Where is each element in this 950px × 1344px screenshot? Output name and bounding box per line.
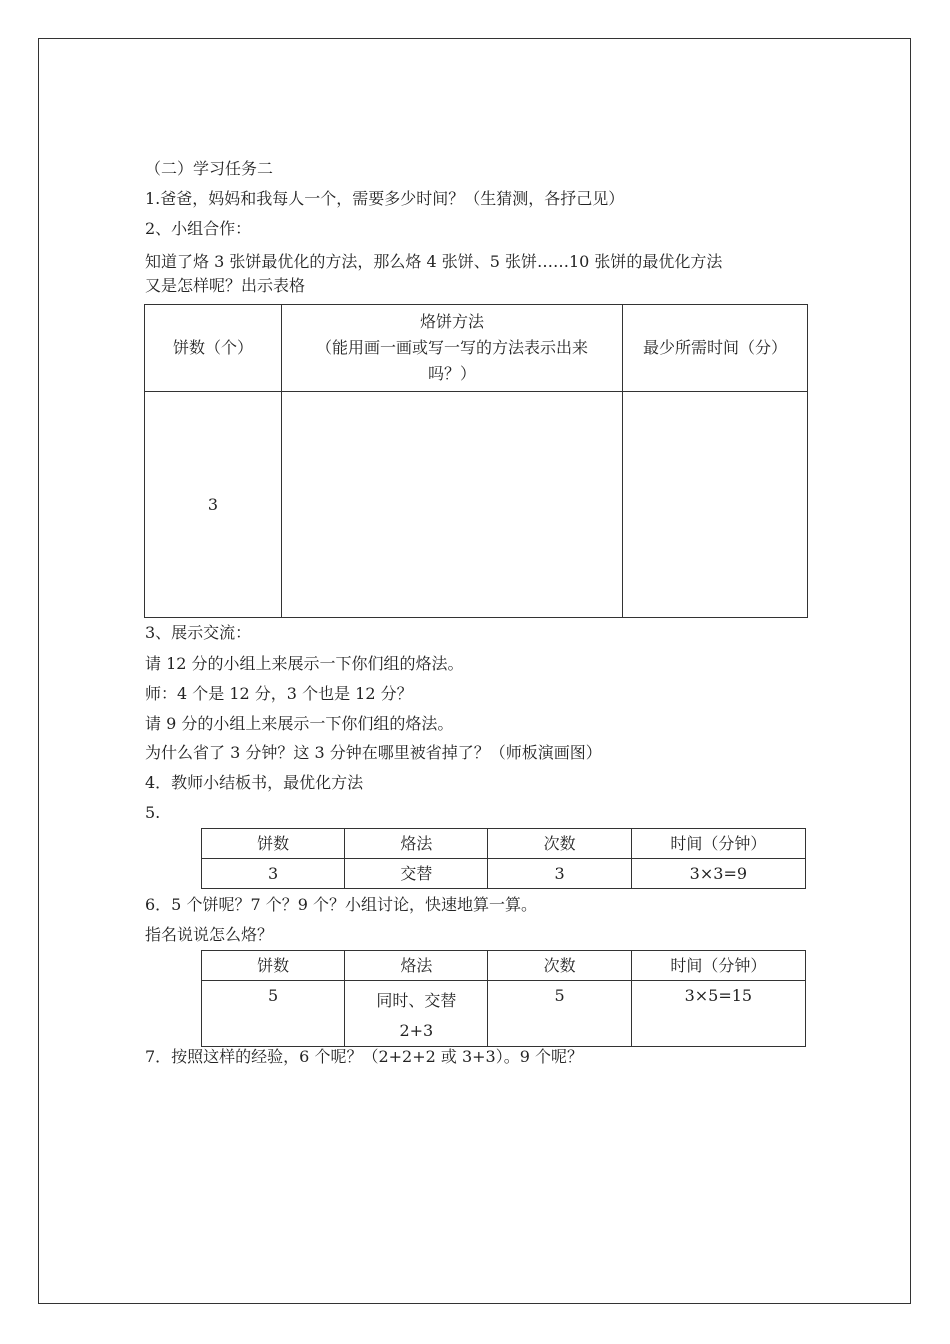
step-5-label: 5. — [145, 803, 161, 822]
t3-header-time: 时间（分钟） — [631, 951, 805, 981]
task-1-text: 1.爸爸，妈妈和我每人一个，需要多少时间？（生猜测，各抒己见） — [145, 189, 625, 208]
task-2-desc-line-2: 又是怎样呢？出示表格 — [145, 276, 306, 295]
header-method-title: 烙饼方法 — [419, 312, 484, 331]
pancake-method-table — [144, 304, 808, 618]
t3-cell-times: 5 — [488, 981, 631, 1047]
five-pancakes-table — [201, 950, 806, 1047]
cell-min-time — [623, 392, 808, 618]
t2-header-times: 次数 — [488, 829, 631, 859]
t2-cell-times: 3 — [488, 859, 631, 889]
three-pancakes-table — [201, 828, 806, 889]
step-7-text: 7．按照这样的经验，6 个呢？（2+2+2 或 3+3）。9 个呢？ — [145, 1047, 584, 1066]
t3-cell-method-line-2: 2+3 — [399, 1021, 434, 1040]
step-3-line-3: 请 9 分的小组上来展示一下你们组的烙法。 — [145, 714, 454, 733]
step-6-text: 6．5 个饼呢？7 个？9 个？小组讨论，快速地算一算。 — [145, 895, 537, 914]
t2-header-method: 烙法 — [345, 829, 488, 859]
cell-method — [282, 392, 623, 618]
header-min-time: 最少所需时间（分） — [623, 305, 808, 392]
step-3-line-4: 为什么省了 3 分钟？这 3 分钟在哪里被省掉了？（师板演画图） — [145, 743, 602, 762]
header-method-note-1: （能用画一画或写一写的方法表示出来 — [315, 338, 588, 357]
cell-count: 3 — [145, 392, 282, 618]
t3-cell-method — [345, 981, 488, 1047]
step-3-line-1: 请 12 分的小组上来展示一下你们组的烙法。 — [145, 654, 464, 673]
t2-cell-count: 3 — [202, 859, 345, 889]
step-4-text: 4．教师小结板书，最优化方法 — [145, 773, 364, 792]
t2-cell-method: 交替 — [345, 859, 488, 889]
t3-cell-method-line-1: 同时、交替 — [376, 991, 457, 1010]
t3-header-times: 次数 — [488, 951, 631, 981]
t2-header-count: 饼数 — [202, 829, 345, 859]
t3-cell-count: 5 — [202, 981, 345, 1047]
t2-cell-time: 3×3=9 — [631, 859, 805, 889]
t3-cell-time: 3×5=15 — [631, 981, 805, 1047]
section-heading: （二）学习任务二 — [145, 159, 274, 178]
step-3-line-2: 师：4 个是 12 分，3 个也是 12 分？ — [145, 684, 413, 703]
header-method-note-2: 吗？） — [427, 364, 476, 383]
t3-header-method: 烙法 — [345, 951, 488, 981]
header-method — [282, 305, 623, 392]
step-3-text: 3、展示交流： — [145, 623, 252, 642]
task-2-desc-line-1: 知道了烙 3 张饼最优化的方法，那么烙 4 张饼、5 张饼……10 张饼的最优化方法 — [145, 252, 723, 271]
header-count: 饼数（个） — [145, 305, 282, 392]
t2-header-time: 时间（分钟） — [631, 829, 805, 859]
task-2-text: 2、小组合作： — [145, 219, 252, 238]
t3-header-count: 饼数 — [202, 951, 345, 981]
step-6-prompt: 指名说说怎么烙？ — [145, 925, 274, 944]
